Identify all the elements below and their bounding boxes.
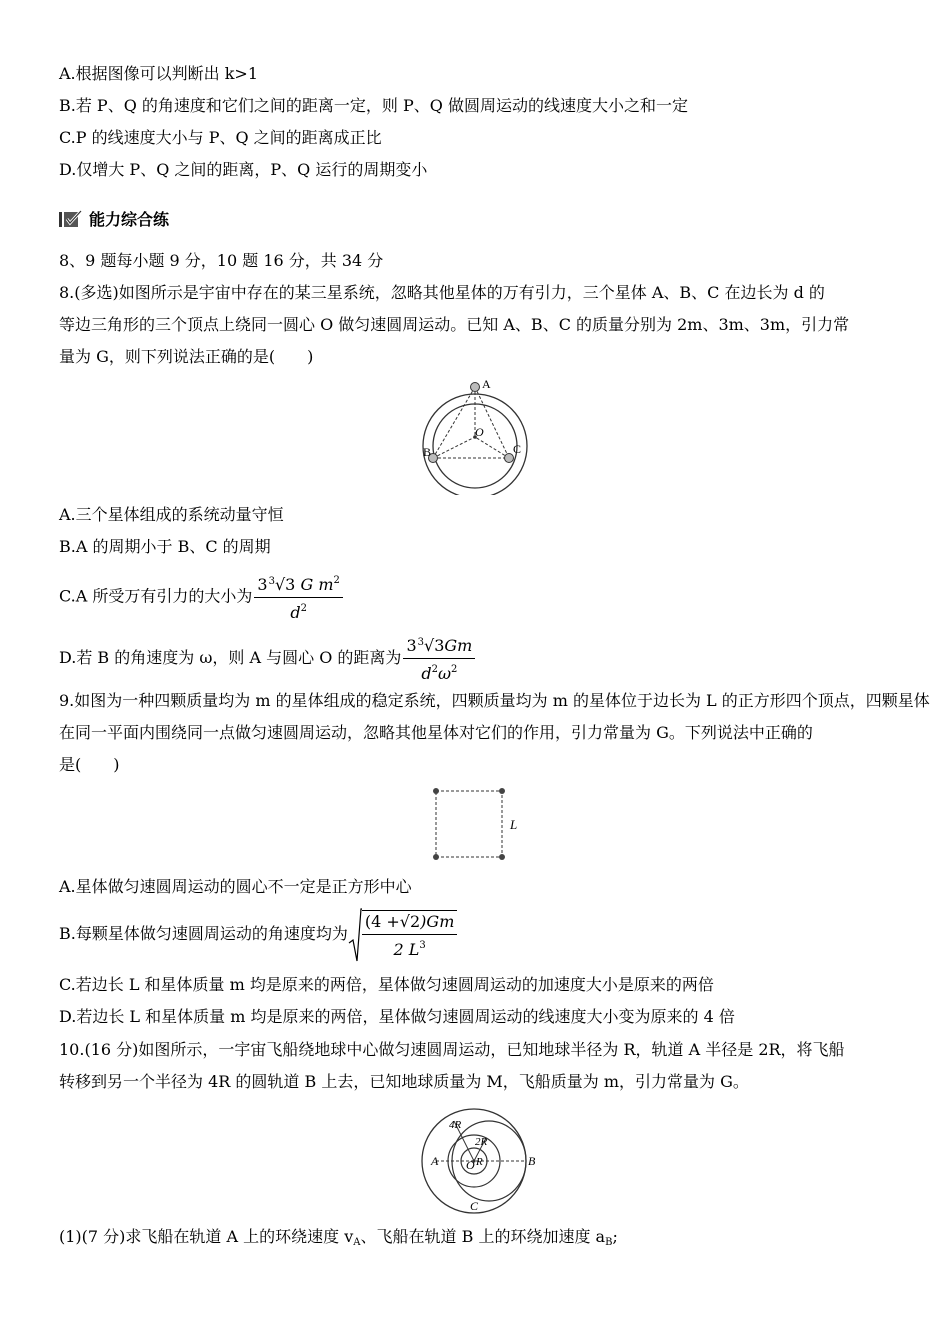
label-a: A [482,377,491,391]
q9-option-b: B.每颗星体做匀速圆周运动的角速度均为 $\frac{(4 +√2)Gm}{2 L^3}$ [59,905,457,964]
q8-stem-line1: 8.(多选)如图所示是宇宙中存在的某三星系统，忽略其他星体的万有引力，三个星体 A、B、C 在边长为 d 的 [59,283,825,302]
q9-option-a: A.星体做匀速圆周运动的圆心不一定是正方形中心 [59,877,412,896]
q8-option-c: C.A 所受万有引力的大小为 $\frac{3^3√3 G m^2}{d^2}$ [59,570,343,624]
q9-stem-line2: 在同一平面内围绕同一点做匀速圆周运动，忽略其他星体对它们的作用，引力常量为 G。下列说法中正确的 [59,723,813,742]
q8-stem-line3: 量为 G，则下列说法正确的是( ) [59,347,314,366]
label-orbit-b: B [528,1154,536,1168]
q9-option-d: D.若边长 L 和星体质量 m 均是原来的两倍，星体做匀速圆周运动的线速度大小变为原来的 4 倍 [59,1007,735,1026]
q10-stem-line2: 转移到另一个半径为 4R 的圆轨道 B 上去，已知地球质量为 M，飞船质量为 m，引力常量为 G。 [59,1072,749,1091]
force-formula: $\frac{3^3√3 G m^2}{d^2}$ [254,570,342,624]
section-header [59,207,169,230]
q7-option-c: C.P 的线速度大小与 P、Q 之间的距离成正比 [59,128,382,147]
q7-option-a: A.根据图像可以判断出 k>1 [59,64,259,83]
angular-velocity-formula: $\frac{(4 +√2)Gm}{2 L^3}$ [348,906,458,964]
q7-option-d: D.仅增大 P、Q 之间的距离，P、Q 运行的周期变小 [59,160,428,179]
q10-stem-line1: 10.(16 分)如图所示，一宇宙飞船绕地球中心做匀速圆周运动，已知地球半径为 R，轨道 A 半径是 2R，将飞船 [59,1040,845,1059]
checkmark-box-icon [59,209,83,229]
label-point-c: C [470,1199,479,1213]
q8-option-b: B.A 的周期小于 B、C 的周期 [59,537,271,556]
q8-option-a: A.三个星体组成的系统动量守恒 [59,505,284,524]
score-intro: 8、9 题每小题 9 分，10 题 16 分，共 34 分 [59,251,384,270]
q7-option-b: B.若 P、Q 的角速度和它们之间的距离一定，则 P、Q 做圆周运动的线速度大小之和一定 [59,96,688,115]
q8-option-d: D.若 B 的角速度为 ω，则 A 与圆心 O 的距离为 $\frac{3^3√3Gm}{d^2\omega^2}$ [59,632,475,685]
label-4r: 4R [449,1119,462,1131]
three-star-figure [415,375,535,495]
label-b: B [423,445,432,459]
section-title: 能力综合练 [89,210,170,229]
q9-stem-line1: 9.如图为一种四颗质量均为 m 的星体组成的稳定系统，四颗质量均为 m 的星体位于边长为 L 的正方形四个顶点，四颗星体 [59,691,930,710]
q10-part1: (1)(7 分)求飞船在轨道 A 上的环绕速度 $v_A$、飞船在轨道 B 上的环绕加速度 $a_B$; [59,1227,618,1248]
q8-stem-line2: 等边三角形的三个顶点上绕同一圆心 O 做匀速圆周运动。已知 A、B、C 的质量分别为 2m、3m、3m，引力常 [59,315,850,334]
label-earth-r: R [476,1156,483,1168]
distance-formula: $\frac{3^3√3Gm}{d^2\omega^2}$ [403,632,475,685]
q9-stem-line3: 是( ) [59,755,120,774]
orbit-figure [414,1106,544,1216]
label-2r: 2R [475,1136,488,1148]
label-c: C [513,442,522,456]
four-star-figure [426,784,526,864]
label-o: O [475,425,484,439]
sqrt-sign-icon [348,907,362,963]
label-center-o: O [466,1158,475,1172]
label-orbit-a: A [431,1154,439,1168]
q9-option-c: C.若边长 L 和星体质量 m 均是原来的两倍，星体做匀速圆周运动的加速度大小是原来的两倍 [59,975,714,994]
label-l: L [510,817,518,832]
